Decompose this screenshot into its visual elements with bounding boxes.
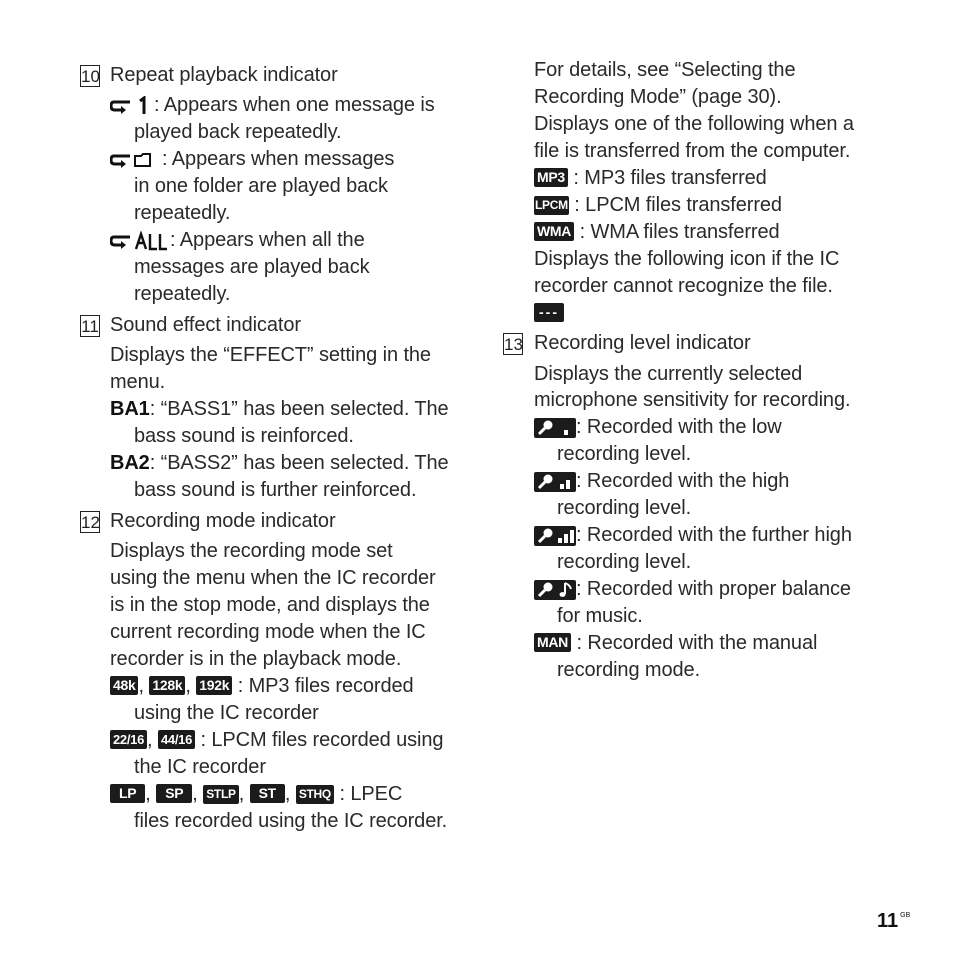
mic-further-high-icon <box>534 526 576 546</box>
level-low-row: : Recorded with the low <box>534 414 782 441</box>
recording-mode-desc-5: recorder is in the playback mode. <box>110 648 402 670</box>
transfer-lpcm-badge: LPCM <box>534 196 569 215</box>
mp3-192k-badge: 192k <box>196 676 232 695</box>
transfer-wma-row: WMA : WMA files transferred <box>534 219 780 246</box>
mp3-128k-badge: 128k <box>149 676 185 695</box>
recording-mode-desc-1: Displays the recording mode set <box>110 540 393 562</box>
item-number-13: 13 <box>504 335 523 354</box>
transfer-mp3-row: MP3 : MP3 files transferred <box>534 165 767 192</box>
recording-mode-desc-4: current recording mode when the IC <box>110 621 426 643</box>
lpec-st-badge: ST <box>250 784 285 803</box>
unknown-line-2: recorder cannot recognize the file. <box>534 275 833 297</box>
recording-level-desc-1: Displays the currently selected <box>534 363 803 385</box>
repeat-one-cont: played back repeatedly. <box>134 121 342 143</box>
repeat-folder-cont-2: repeatedly. <box>134 202 231 224</box>
details-line-4: file is transferred from the computer. <box>534 140 851 162</box>
unknown-line-1: Displays the following icon if the IC <box>534 248 840 270</box>
lpcm-mode-cont: the IC recorder <box>134 756 266 778</box>
lpec-sthq-badge: STHQ <box>296 785 334 804</box>
transfer-mp3-badge: MP3 <box>534 168 568 187</box>
lpec-sp-badge: SP <box>156 784 192 803</box>
lpec-lp-badge: LP <box>110 784 145 803</box>
bass1-cont: bass sound is reinforced. <box>134 425 354 447</box>
ba1-icon: BA1 <box>110 398 150 420</box>
mp3-mode-cont: using the IC recorder <box>134 702 319 724</box>
lpec-mode-cont: files recorded using the IC recorder. <box>134 810 448 832</box>
level-low-cont: recording level. <box>557 443 692 465</box>
bass2-row: BA2: “BASS2” has been selected. The <box>110 452 449 474</box>
sound-effect-desc-1: Displays the “EFFECT” setting in the <box>110 344 431 366</box>
details-line-1: For details, see “Selecting the <box>534 59 796 81</box>
level-further-high-row: : Recorded with the further high <box>534 522 852 549</box>
bass2-cont: bass sound is further reinforced. <box>134 479 417 501</box>
mic-music-icon <box>534 580 576 600</box>
level-music-cont: for music. <box>557 605 643 627</box>
level-manual-cont: recording mode. <box>557 659 701 681</box>
repeat-folder-icon <box>110 150 162 170</box>
bass1-row: BA1: “BASS1” has been selected. The <box>110 398 449 420</box>
transfer-lpcm-row: LPCM : LPCM files transferred <box>535 194 782 216</box>
item-title-recording-level: Recording level indicator <box>534 332 751 354</box>
unknown-row <box>534 300 564 327</box>
details-line-3: Displays one of the following when a <box>534 113 854 135</box>
page-suffix: GB <box>900 912 911 919</box>
repeat-folder-row: : Appears when messages <box>110 146 394 173</box>
repeat-one-icon <box>110 96 154 116</box>
item-number-10: 10 <box>81 67 100 86</box>
manual-badge: MAN <box>534 633 571 652</box>
recording-level-desc-2: microphone sensitivity for recording. <box>534 389 851 411</box>
repeat-folder-cont-1: in one folder are played back <box>134 175 388 197</box>
lpcm-mode-row: 22/16 , 44/16 : LPCM files recorded using <box>110 727 443 754</box>
mp3-48k-badge: 48k <box>110 676 138 695</box>
mic-high-icon <box>534 472 576 492</box>
lpcm-44-16-badge: 44/16 <box>158 730 195 749</box>
level-music-row: : Recorded with proper balance <box>534 576 851 603</box>
level-manual-row: MAN : Recorded with the manual <box>534 630 817 657</box>
recording-mode-desc-2: using the menu when the IC recorder <box>110 567 436 589</box>
mic-low-icon <box>534 418 576 438</box>
recording-mode-desc-3: is in the stop mode, and displays the <box>110 594 430 616</box>
lpec-stlp-badge: STLP <box>203 785 238 804</box>
lpec-mode-row: LP , SP , STLP , ST , STHQ : LPEC <box>110 781 402 808</box>
repeat-all-cont-2: repeatedly. <box>134 283 231 305</box>
repeat-one-row: : Appears when one message is <box>110 92 435 119</box>
unknown-file-badge: --- <box>534 303 564 322</box>
repeat-all-icon <box>110 231 170 251</box>
details-line-2: Recording Mode” (page 30). <box>534 86 782 108</box>
transfer-wma-badge: WMA <box>534 222 574 241</box>
item-title-sound-effect: Sound effect indicator <box>110 314 301 336</box>
page-number: 11 $^{GB}$ <box>877 910 911 932</box>
item-title-recording-mode: Recording mode indicator <box>110 510 336 532</box>
sound-effect-desc-2: menu. <box>110 371 166 393</box>
level-further-high-cont: recording level. <box>557 551 692 573</box>
item-number-12: 12 <box>81 513 100 532</box>
lpcm-22-16-badge: 22/16 <box>110 730 147 749</box>
repeat-all-cont-1: messages are played back <box>134 256 370 278</box>
item-title-repeat-playback: Repeat playback indicator <box>110 64 338 86</box>
level-high-row: : Recorded with the high <box>534 468 789 495</box>
repeat-all-row: : Appears when all the <box>110 227 365 254</box>
mp3-mode-row: 48k , 128k , 192k : MP3 files recorded <box>110 673 414 700</box>
level-high-cont: recording level. <box>557 497 692 519</box>
item-number-11: 11 <box>81 317 99 336</box>
ba2-icon: BA2 <box>110 452 150 474</box>
